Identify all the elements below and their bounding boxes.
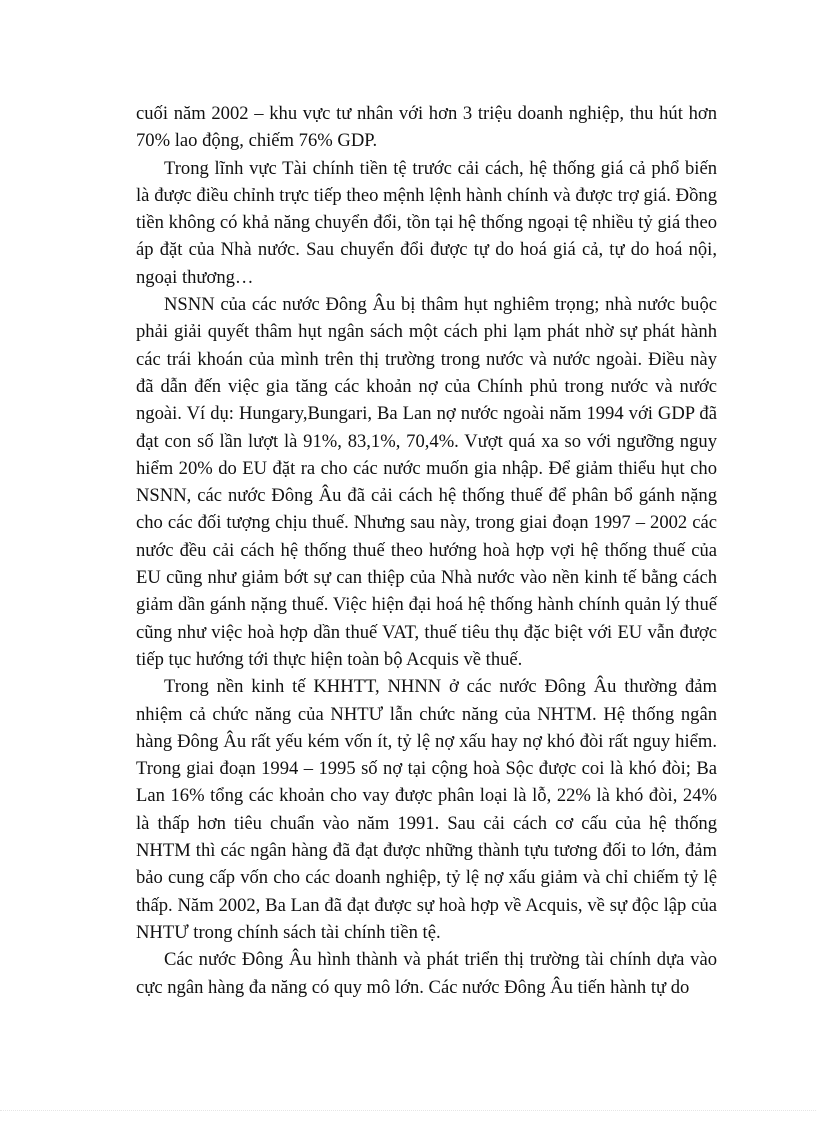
paragraph-continuation: cuối năm 2002 – khu vực tư nhân với hơn 3 triệu doanh nghiệp, thu hút hơn 70% lao động, chiếm 76% GDP. bbox=[136, 103, 717, 152]
paragraph-banking-system: Trong nền kinh tế KHHTT, NHNN ở các nước Đông Âu thường đảm nhiệm cả chức năng của NHTƯ lẫn chức năng của NHTM. Hệ thống ngân hàng Đông Âu rất yếu kém vốn ít, tỷ lệ nợ xấu hay nợ khó đòi rất nguy hiểm. Trong giai đoạn 1994 – 1995 số nợ tại cộng hoà Sộc được coi là khó đòi; Ba Lan 16% tổng các khoản cho vay được phân loại là lỗ, 22% là khó đòi, 24% là thấp hơn tiêu chuẩn vào năm 1991. Sau cải cách cơ cấu của hệ thống NHTM thì các ngân hàng đã đạt được những thành tựu tương đối to lớn, đảm bảo cung cấp vốn cho các doanh nghiệp, tỷ lệ nợ xấu giảm và chỉ chiếm tỷ lệ thấp. Năm 2002, Ba Lan đã đạt được sự hoà hợp về Acquis, về sự độc lập của NHTƯ trong chính sách tài chính tiền tệ. bbox=[136, 676, 717, 943]
document-body bbox=[136, 100, 717, 1001]
page-bottom-divider bbox=[0, 1110, 816, 1111]
paragraph-finance-monetary: Trong lĩnh vực Tài chính tiền tệ trước cải cách, hệ thống giá cả phổ biến là được điều chỉnh trực tiếp theo mệnh lệnh hành chính và được trợ giá. Đồng tiền không có khả năng chuyển đổi, tồn tại hệ thống ngoại tệ nhiều tỷ giá theo áp đặt của Nhà nước. Sau chuyển đổi được tự do hoá giá cả, tự do hoá nội, ngoại thương… bbox=[136, 157, 717, 288]
paragraph-state-budget: NSNN của các nước Đông Âu bị thâm hụt nghiêm trọng; nhà nước buộc phải giải quyết thâm hụt ngân sách một cách phi lạm phát nhờ sự phát hành các trái khoán của mình trên thị trường trong nước và nước ngoài. Điều này đã dẫn đến việc gia tăng các khoản nợ của Chính phủ trong nước và nước ngoài. Ví dụ: Hungary,Bungari, Ba Lan nợ nước ngoài năm 1994 với GDP đã đạt con số lần lượt là 91%, 83,1%, 70,4%. Vượt quá xa so với ngưỡng nguy hiểm 20% do EU đặt ra cho các nước muốn gia nhập. Để giảm thiểu hụt cho NSNN, các nước Đông Âu đã cải cách hệ thống thuế để phân bổ gánh nặng cho các đối tượng chịu thuế. Nhưng sau này, trong giai đoạn 1997 – 2002 các nước đều cải cách hệ thống thuế theo hướng hoà hợp vợi hệ thống thuế của EU cũng như giảm bớt sự can thiệp của Nhà nước vào nền kinh tế bằng cách giảm dần gánh nặng thuế. Việc hiện đại hoá hệ thống hành chính quản lý thuế cũng như việc hoà hợp dần thuế VAT, thuế tiêu thụ đặc biệt với EU vẫn được tiếp tục hướng tới thực hiện toàn bộ Acquis về thuế. bbox=[136, 294, 717, 670]
paragraph-financial-market: Các nước Đông Âu hình thành và phát triển thị trường tài chính dựa vào cực ngân hàng đa năng có quy mô lớn. Các nước Đông Âu tiến hành tự do bbox=[136, 949, 717, 998]
